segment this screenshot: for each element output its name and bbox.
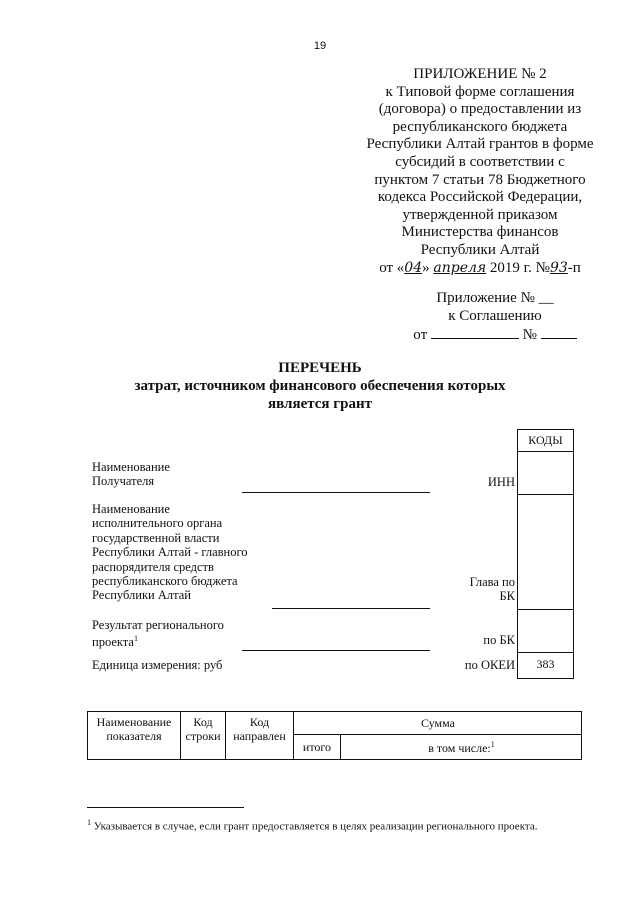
approval-line: Министерства финансов: [401, 224, 559, 241]
col-code-row-l2: строки: [185, 729, 221, 743]
approval-line: пунктом 7 статьи 78 Бюджетного: [374, 171, 586, 188]
col-indicator-l2: показателя: [106, 729, 162, 743]
result-label-l1: Результат регионального: [92, 618, 224, 632]
date-prefix: от «: [379, 259, 405, 276]
codes-left-border: [517, 429, 518, 679]
col-total-header: итого: [302, 740, 332, 754]
col-code-dir-l1: Код: [249, 715, 270, 729]
col-code-row-l1: Код: [193, 715, 213, 729]
approval-block: [330, 66, 630, 277]
org-line: [272, 608, 430, 609]
org-label-line: исполнительного органа: [92, 516, 223, 531]
approval-line: (договора) о предоставлении из: [378, 101, 582, 118]
approval-line: Республики Алтай: [420, 241, 540, 258]
codes-row-divider: [517, 609, 574, 610]
from-label: от: [413, 327, 428, 343]
po-bk-label: по БК: [483, 633, 515, 647]
approval-line: республиканского бюджета: [392, 118, 568, 135]
approval-line: кодекса Российской Федерации,: [377, 189, 583, 206]
document-subtitle-line2: является грант: [268, 396, 372, 412]
col-code-dir-l2: направлен: [233, 729, 286, 743]
date-year: 2019 г. №: [486, 259, 550, 276]
approval-line: к Типовой форме соглашения: [385, 83, 575, 100]
glava-label-l2: БК: [499, 589, 515, 604]
org-label-line: распорядителя средств: [92, 559, 214, 574]
result-label-l2: проекта: [92, 635, 134, 650]
codes-row-divider: [517, 451, 574, 452]
number-label: №: [522, 327, 537, 343]
order-suffix: -п: [567, 259, 581, 276]
sub-appendix-block: [380, 289, 610, 344]
org-label-line: Республики Алтай: [92, 588, 191, 603]
recipient-label-l1: Наименование: [92, 460, 170, 474]
number-blank: [541, 325, 577, 339]
date-blank: [431, 325, 519, 339]
codes-row-divider: [517, 652, 574, 653]
col-sum-header: Сумма: [421, 716, 455, 730]
approval-line: ПРИЛОЖЕНИЕ № 2: [413, 66, 547, 82]
document-title: ПЕРЕЧЕНЬ: [278, 360, 362, 376]
sub-appendix-line2: к Соглашению: [448, 308, 542, 324]
result-line: [242, 650, 430, 651]
approval-date-line: [330, 260, 630, 278]
recipient-label-l2: Получателя: [92, 474, 155, 489]
result-label: [92, 618, 224, 650]
col-including-header: [341, 740, 582, 756]
col-code-row-header: [181, 715, 225, 743]
handwritten-month: апреля: [433, 259, 487, 276]
col-indicator-header: [88, 715, 180, 743]
footnote: [87, 818, 627, 833]
footnote-separator: [87, 807, 244, 808]
footnote-text: Указывается в случае, если грант предоставляется в целях реализации регионального проекта.: [91, 820, 538, 833]
col-code-dir-header: [226, 715, 293, 743]
unit-label: Единица измерения: руб: [92, 658, 223, 672]
date-mid: »: [422, 259, 430, 276]
col-including-text: в том числе:: [428, 741, 491, 755]
recipient-label: [92, 460, 170, 489]
org-label-line: республиканского бюджета: [92, 574, 238, 589]
handwritten-day: 04: [404, 259, 423, 276]
okei-code: 383: [536, 657, 555, 671]
col-indicator-l1: Наименование: [96, 715, 172, 729]
org-label-line: Республики Алтай - главного: [92, 545, 248, 560]
codes-bottom-border: [517, 678, 574, 679]
codes-top-border: [517, 429, 574, 430]
approval-line: утвержденной приказом: [402, 206, 558, 223]
page-number: 19: [313, 40, 327, 52]
sub-appendix-date-line: [380, 325, 610, 344]
codes-row-divider: [517, 494, 574, 495]
handwritten-order-number: 93: [549, 259, 568, 276]
org-label-line: государственной власти: [92, 530, 220, 545]
document-subtitle-line1: затрат, источником финансового обеспечения которых: [134, 378, 506, 394]
recipient-line: [242, 492, 430, 493]
codes-header: КОДЫ: [528, 433, 563, 447]
org-label: [92, 502, 248, 603]
inn-label: ИНН: [487, 475, 515, 489]
org-label-line: Наименование: [92, 502, 170, 516]
sub-appendix-line1: Приложение № __: [436, 290, 554, 306]
footnote-ref: 1: [133, 634, 138, 644]
okei-label: по ОКЕИ: [464, 658, 515, 672]
glava-label-l1: Глава по: [469, 575, 515, 589]
table-row-divider: [293, 734, 582, 735]
glava-label: [440, 575, 515, 604]
footnote-ref: 1: [490, 740, 495, 749]
approval-line: Республики Алтай грантов в форме: [366, 136, 594, 153]
codes-right-border: [573, 429, 574, 679]
footnote-mark: 1: [87, 818, 91, 827]
approval-line: субсидий в соответствии с: [395, 153, 565, 170]
